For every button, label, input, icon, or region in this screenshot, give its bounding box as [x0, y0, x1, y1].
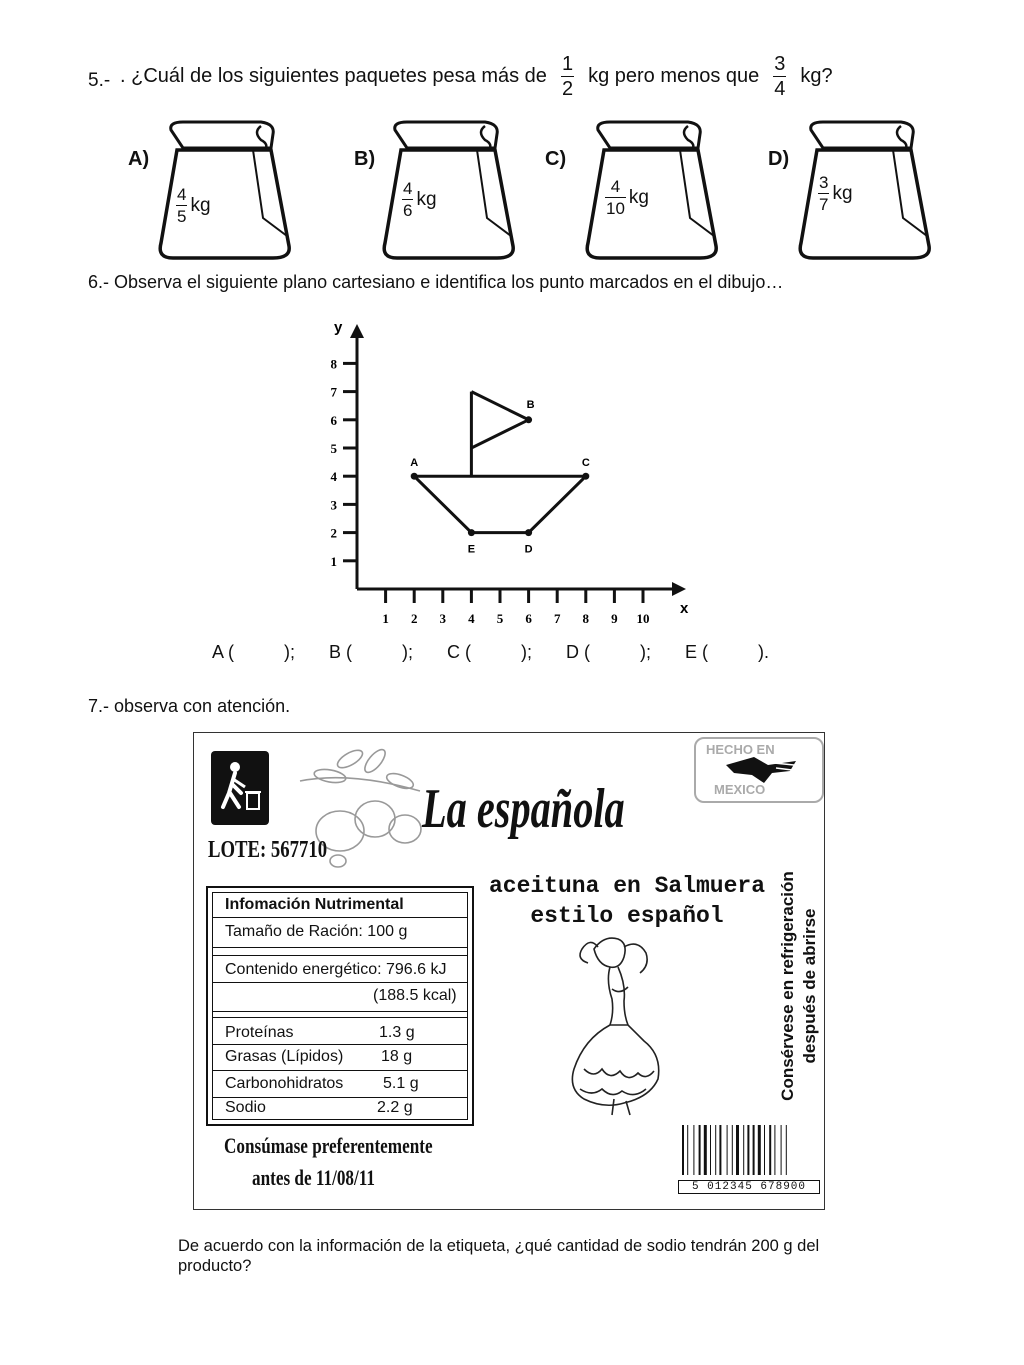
barcode-bar — [781, 1125, 782, 1175]
answer-d[interactable]: D ( ); — [566, 642, 652, 662]
barcode-bar — [758, 1125, 761, 1175]
option-d-weight: $\frac{3}{7}$ kg — [819, 173, 853, 214]
barcode-bar — [736, 1125, 739, 1175]
option-b-bag[interactable] — [352, 118, 522, 263]
product-name: aceituna en Salmuera estilo español — [488, 873, 766, 929]
option-c-label: C) — [545, 148, 567, 170]
x-tick-label: 10 — [636, 611, 650, 626]
barcode-bar — [704, 1125, 707, 1175]
serving-size: Tamaño de Ración: 100 g — [225, 923, 408, 940]
barcode — [678, 1125, 820, 1193]
barcode-bar — [693, 1125, 694, 1175]
y-tick-label: 8 — [330, 356, 337, 372]
x-axis-label: x — [680, 600, 689, 617]
point-c — [582, 473, 589, 480]
barcode-bar — [747, 1125, 749, 1175]
q6-answers — [212, 642, 769, 663]
barcode-digits: 5 012345 678900 — [678, 1180, 820, 1194]
q5-number: 5.- — [88, 70, 111, 91]
q5-text-pre: . ¿Cuál de los siguientes paquetes pesa más de — [120, 64, 547, 87]
option-a-weight: $\frac{4}{5}$ kg — [177, 185, 211, 226]
nutrient-value: 5.1 g — [383, 1075, 419, 1092]
answer-a[interactable]: A ( ); — [212, 642, 296, 662]
point-label-d: D — [524, 543, 533, 556]
best-before-line-1: Consúmase preferentemente — [224, 1133, 433, 1158]
brand-title: La española — [422, 778, 625, 840]
point-label-e: E — [467, 543, 476, 556]
y-tick-label: 1 — [330, 553, 337, 569]
nutrient-value: 2.2 g — [377, 1099, 413, 1116]
x-tick-label: 9 — [611, 611, 618, 626]
cartesian-plane — [310, 312, 710, 632]
bag-icon — [153, 118, 293, 263]
flamenco-dancer-illustration — [554, 929, 684, 1119]
option-a-label: A) — [128, 148, 150, 170]
option-b-label: B) — [354, 148, 376, 170]
q7-sodium-question: De acuerdo con la información de la etiqueta, ¿qué cantidad de sodio tendrán 200 g del producto? — [178, 1237, 820, 1275]
q5-question — [120, 50, 833, 102]
bag-icon — [377, 118, 517, 263]
barcode-bar — [743, 1125, 744, 1175]
x-tick-label: 1 — [382, 611, 389, 626]
point-label-c: C — [581, 457, 590, 470]
dispose-trash-icon — [211, 751, 269, 825]
x-axis-arrow — [672, 582, 686, 596]
q5-text-post: kg? — [800, 64, 833, 87]
point-e — [468, 529, 475, 536]
option-c-weight: $\frac{4}{10}$ kg — [606, 177, 649, 218]
bag-icon — [580, 118, 720, 263]
boat-flag — [471, 392, 528, 448]
point-d — [525, 529, 532, 536]
hecho-en-mexico-badge: HECHO EN MEXICO — [694, 737, 824, 803]
q7-question: 7.- observa con atención. — [88, 696, 291, 716]
point-a — [411, 473, 418, 480]
point-label-a: A — [410, 457, 419, 470]
nutrient-name: Sodio — [225, 1099, 266, 1116]
y-tick-label: 2 — [330, 525, 337, 541]
q6-question: 6.- Observa el siguiente plano cartesiano e identifica los punto marcados en el dibujo… — [88, 272, 784, 292]
point-b — [525, 416, 532, 423]
energy-kj: Contenido energético: 796.6 kJ — [225, 961, 447, 978]
barcode-bar — [769, 1125, 771, 1175]
option-b-weight: $\frac{4}{6}$ kg — [403, 179, 437, 220]
y-axis-arrow — [350, 324, 364, 338]
q5-fraction-three-quarters: $\frac{3}{4}$ — [774, 52, 786, 100]
x-tick-label: 7 — [553, 611, 561, 626]
barcode-bar — [719, 1125, 721, 1175]
nutrition-table — [206, 886, 474, 1126]
q5-text-mid: kg pero menos que — [588, 64, 760, 87]
product-label — [193, 732, 825, 1210]
x-tick-label: 2 — [410, 611, 418, 626]
option-d-label: D) — [768, 148, 790, 170]
barcode-bar — [715, 1125, 716, 1175]
barcode-bar — [710, 1125, 711, 1175]
answer-e[interactable]: E ( ). — [685, 642, 770, 662]
nutrient-name: Grasas (Lípidos) — [225, 1048, 344, 1065]
y-tick-label: 6 — [330, 412, 337, 428]
nutrient-value: 1.3 g — [379, 1024, 415, 1041]
y-axis-label: y — [334, 319, 343, 336]
best-before-line-2: antes de 11/08/11 — [252, 1165, 375, 1190]
x-tick-label: 4 — [468, 611, 475, 626]
barcode-bar — [699, 1125, 701, 1175]
barcode-bar — [727, 1125, 728, 1175]
y-tick-label: 4 — [330, 469, 337, 485]
eagle-icon — [724, 751, 800, 787]
option-d-bag[interactable] — [768, 118, 938, 263]
barcode-bar — [732, 1125, 733, 1175]
boat-hull — [414, 476, 586, 532]
nutrient-name: Proteínas — [225, 1024, 294, 1041]
barcode-bar — [687, 1125, 688, 1175]
bag-icon — [793, 118, 933, 263]
barcode-bar — [682, 1125, 684, 1175]
y-tick-label: 5 — [330, 441, 337, 456]
barcode-bar — [786, 1125, 787, 1175]
x-tick-label: 8 — [582, 611, 590, 626]
energy-kcal: (188.5 kcal) — [373, 987, 457, 1004]
barcode-bar — [764, 1125, 765, 1175]
refrigeration-note: Consérvese en refrigeración después de abrirse — [778, 871, 819, 1101]
barcode-bar — [753, 1125, 755, 1175]
nutrient-value: 18 g — [381, 1048, 413, 1065]
y-tick-label: 7 — [330, 384, 337, 400]
barcode-bar — [774, 1125, 775, 1175]
x-tick-label: 6 — [525, 611, 532, 626]
y-tick-label: 3 — [330, 497, 337, 513]
lote-text: LOTE: 567710 — [208, 837, 328, 863]
x-tick-label: 3 — [439, 611, 447, 626]
nutrient-name: Carbonohidratos — [225, 1075, 344, 1092]
x-tick-label: 5 — [496, 611, 504, 626]
q5-fraction-half: $\frac{1}{2}$ — [561, 52, 574, 100]
nutrition-title: Infomación Nutrimental — [225, 896, 404, 913]
answer-b[interactable]: B ( ); — [329, 642, 414, 662]
point-label-b: B — [526, 398, 535, 411]
option-c-bag[interactable] — [545, 118, 725, 263]
option-a-bag[interactable] — [128, 118, 298, 263]
answer-c[interactable]: C ( ); — [447, 642, 533, 662]
